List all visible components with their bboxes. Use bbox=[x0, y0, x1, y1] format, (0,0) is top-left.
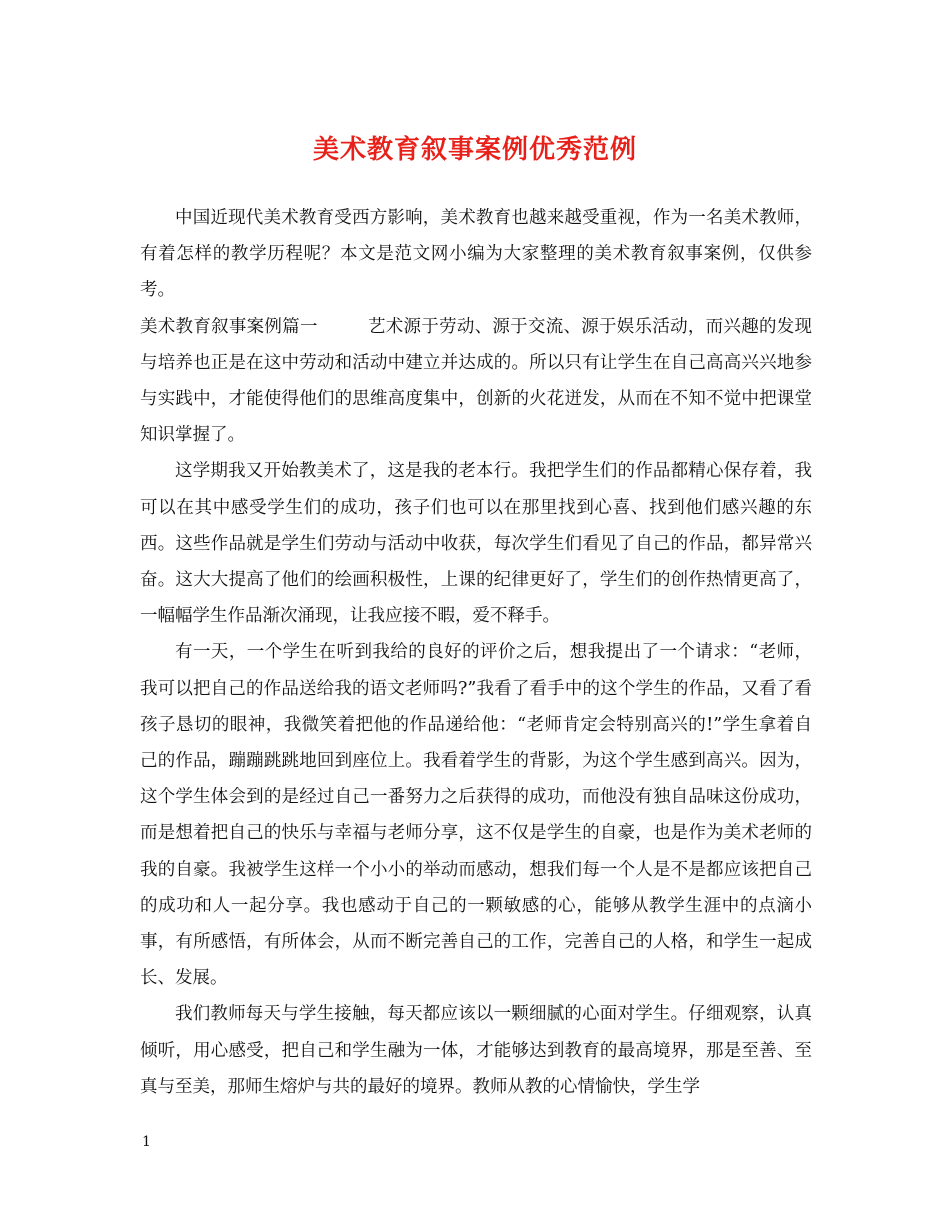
intro-paragraph: 中国近现代美术教育受西方影响，美术教育也越来越受重视，作为一名美术教师，有着怎样的教学历程呢？本文是范文网小编为大家整理的美术教育叙事案例，仅供参考。 bbox=[140, 208, 812, 301]
body-paragraph: 这学期我又开始教美术了，这是我的老本行。我把学生们的作品都精心保存着，我可以在其中感受学生们的成功，孩子们也可以在那里找到心喜、找到他们感兴趣的东西。这些作品就是学生们劳动与活动中收获，每次学生们看见了自己的作品，都异常兴奋。这大大提高了他们的绘画积极性，上课的纪律更好了，学生们的创作热情更高了，一幅幅学生作品渐次涌现，让我应接不暇，爱不释手。 bbox=[140, 461, 812, 627]
document-title: 美术教育叙事案例优秀范例 bbox=[312, 135, 637, 165]
body-paragraph: 我们教师每天与学生接触，每天都应该以一颗细腻的心面对学生。仔细观察，认真倾听，用心感受，把自己和学生融为一体，才能够达到教育的最高境界，那是至善、至真与至美，那师生熔炉与共的最好的境界。教师从教的心情愉快，学生学 bbox=[140, 1004, 812, 1097]
page-number: 1 bbox=[142, 1134, 151, 1150]
document-body bbox=[140, 200, 812, 1105]
body-paragraph: 有一天，一个学生在听到我给的良好的评价之后，想我提出了一个请求：“老师，我可以把自己的作品送给我的语文老师吗?”我看了看手中的这个学生的作品，又看了看孩子恳切的眼神，我微笑着把他的作品递给他：“老师肯定会特别高兴的!”学生拿着自己的作品，蹦蹦跳跳地回到座位上。我看着学生的背影，为这个学生感到高兴。因为，这个学生体会到的是经过自己一番努力之后获得的成功，而他没有独自品味这份成功，而是想着把自己的快乐与幸福与老师分享，这不仅是学生的自豪，也是作为美术老师的我的自豪。我被学生这样一个小小的举动而感动，想我们每一个人是不是都应该把自己的成功和人一起分享。我也感动于自己的一颗敏感的心，能够从教学生涯中的点滴小事，有所感悟，有所体会，从而不断完善自己的工作，完善自己的人格，和学生一起成长、发展。 bbox=[140, 642, 812, 989]
section-heading: 美术教育叙事案例篇一 bbox=[140, 316, 318, 337]
section-paragraph bbox=[140, 309, 812, 454]
section-first-paragraph: 艺术源于劳动、源于交流、源于娱乐活动，而兴趣的发现与培养也正是在这中劳动和活动中建立并达成的。所以只有让学生在自己高高兴兴地参与实践中，才能使得他们的思维高度集中，创新的火花迸发，从而在不知不觉中把课堂知识掌握了。 bbox=[140, 316, 813, 446]
